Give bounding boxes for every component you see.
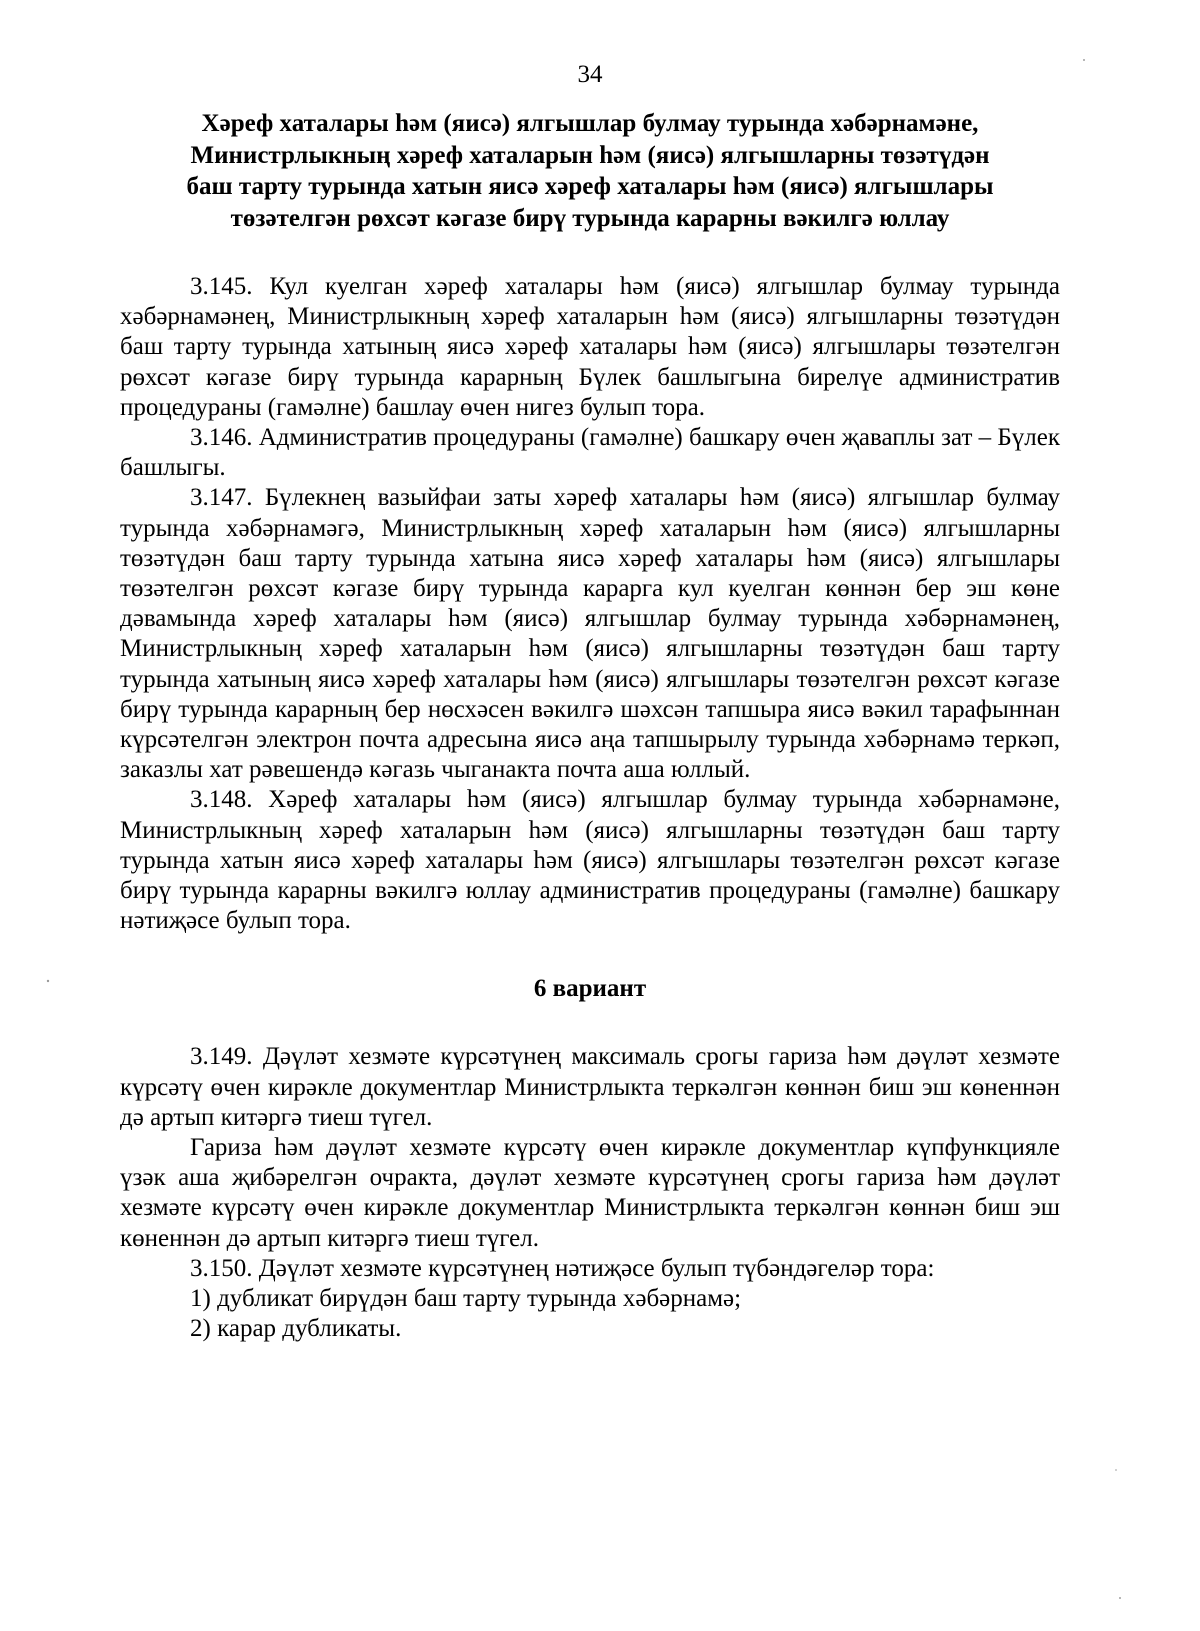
paragraph-application: Гариза һәм дәүләт хезмәте күрсәтү өчен кирәкле документлар күпфункцияле үзәк аша җибәрелгән очракта, дәүләт хезмәте күрсәтүнең срогы гариза һәм дәүләт хезмәте күрсәтү өчен кирәкле документлар Министрлыкта теркәлгән көннән биш эш көненнән дә артып китәргә тиеш түгел. [120,1134,1060,1252]
list-item-1: 1) дубликат бирүдән баш тарту турында хәбәрнамә; [190,1285,742,1313]
paragraph-3-147: 3.147. Бүлекнең вазыйфаи заты хәреф хаталары һәм (яисә) ялгышлар булмау турында хәбәрнамәгә, Министрлыкның хәреф хаталарын һәм (яисә) ялгышларны төзәтүдән баш тарту турында хатына яисә хәреф хаталары һәм (яисә) ялгышлары төзәтелгән рөхсәт кәгазе бирү турында карарга кул куелган көннән бер эш көне дәвамында хәреф хаталары һәм (яисә) ялгышлар булмау турында хәбәрнамәнең, Министрлыкның хәреф хаталарын һәм (яисә) ялгышларны төзәтүдән баш тарту турында хатының яисә хәреф хаталары һәм (яисә) ялгышлары төзәтелгән рөхсәт кәгазе бирү турында карарның бер нөсхәсен вәкилгә шәхсән тапшыра яисә вәкил тарафыннан күрсәтелгән электрон почта адресына яисә аңа тапшырылу турында хәбәрнамә теркәп, заказлы хат рәвешендә кәгазь чыганакта почта аша юллый. [120,484,1060,784]
paragraph-3-149: 3.149. Дәүләт хезмәте күрсәтүнең максималь срогы гариза һәм дәүләт хезмәте күрсәтү өчен кирәкле документлар Министрлыкта теркәлгән көннән биш эш көненнән дә артып китәргә тиеш түгел. [120,1043,1060,1131]
heading-line: баш тарту турында хатын яисә хәреф хаталары һәм (яисә) ялгышлары [186,173,994,200]
document-page [120,60,1060,1345]
list-item-2: 2) карар дубликаты. [190,1315,402,1343]
section-heading [120,108,1060,234]
paragraph-3-148: 3.148. Хәреф хаталары һәм (яисә) ялгышлар булмау турында хәбәрнамәне, Министрлыкның хәреф хаталарын һәм (яисә) ялгышларны төзәтүдән баш тарту турында хатын яисә хәреф хаталары һәм (яисә) ялгышлары төзәтелгән рөхсәт кәгазе бирү турында карарны вәкилгә юллау административ процедураны (гамәлне) башкару нәтиҗәсе булып тора. [120,786,1060,935]
heading-line: төзәтелгән рөхсәт кәгазе бирү турында карарны вәкилгә юллау [230,204,950,232]
page-number: 34 [577,61,603,88]
paragraph-3-145: 3.145. Кул куелган хәреф хаталары һәм (яисә) ялгышлар булмау турында хәбәрнамәнең, Министрлыкның хәреф хаталарын һәм (яисә) ялгышларны төзәтүдән баш тарту турында хатының яисә хәреф хаталары һәм (яисә) ялгышлары төзәтелгән рөхсәт кәгазе бирү турында карарның Бүлек башлыгына бирелүе административ процедураны (гамәлне) башлау өчен нигез булып тора. [120,273,1060,421]
variant-title: 6 вариант [533,975,647,1003]
heading-line: Министрлыкның хәреф хаталарын һәм (яисә) ялгышларны төзәтүдән [190,141,990,169]
paragraph-3-150: 3.150. Дәүләт хезмәте күрсәтүнең нәтиҗәсе булып түбәндәгеләр тора: [190,1254,935,1282]
heading-line: Хәреф хаталары һәм (яисә) ялгышлар булмау турында хәбәрнамәне, [201,110,979,137]
paragraph-3-146: 3.146. Административ процедураны (гамәлне) башкару өчен җаваплы зат – Бүлек башлыгы. [120,424,1060,482]
